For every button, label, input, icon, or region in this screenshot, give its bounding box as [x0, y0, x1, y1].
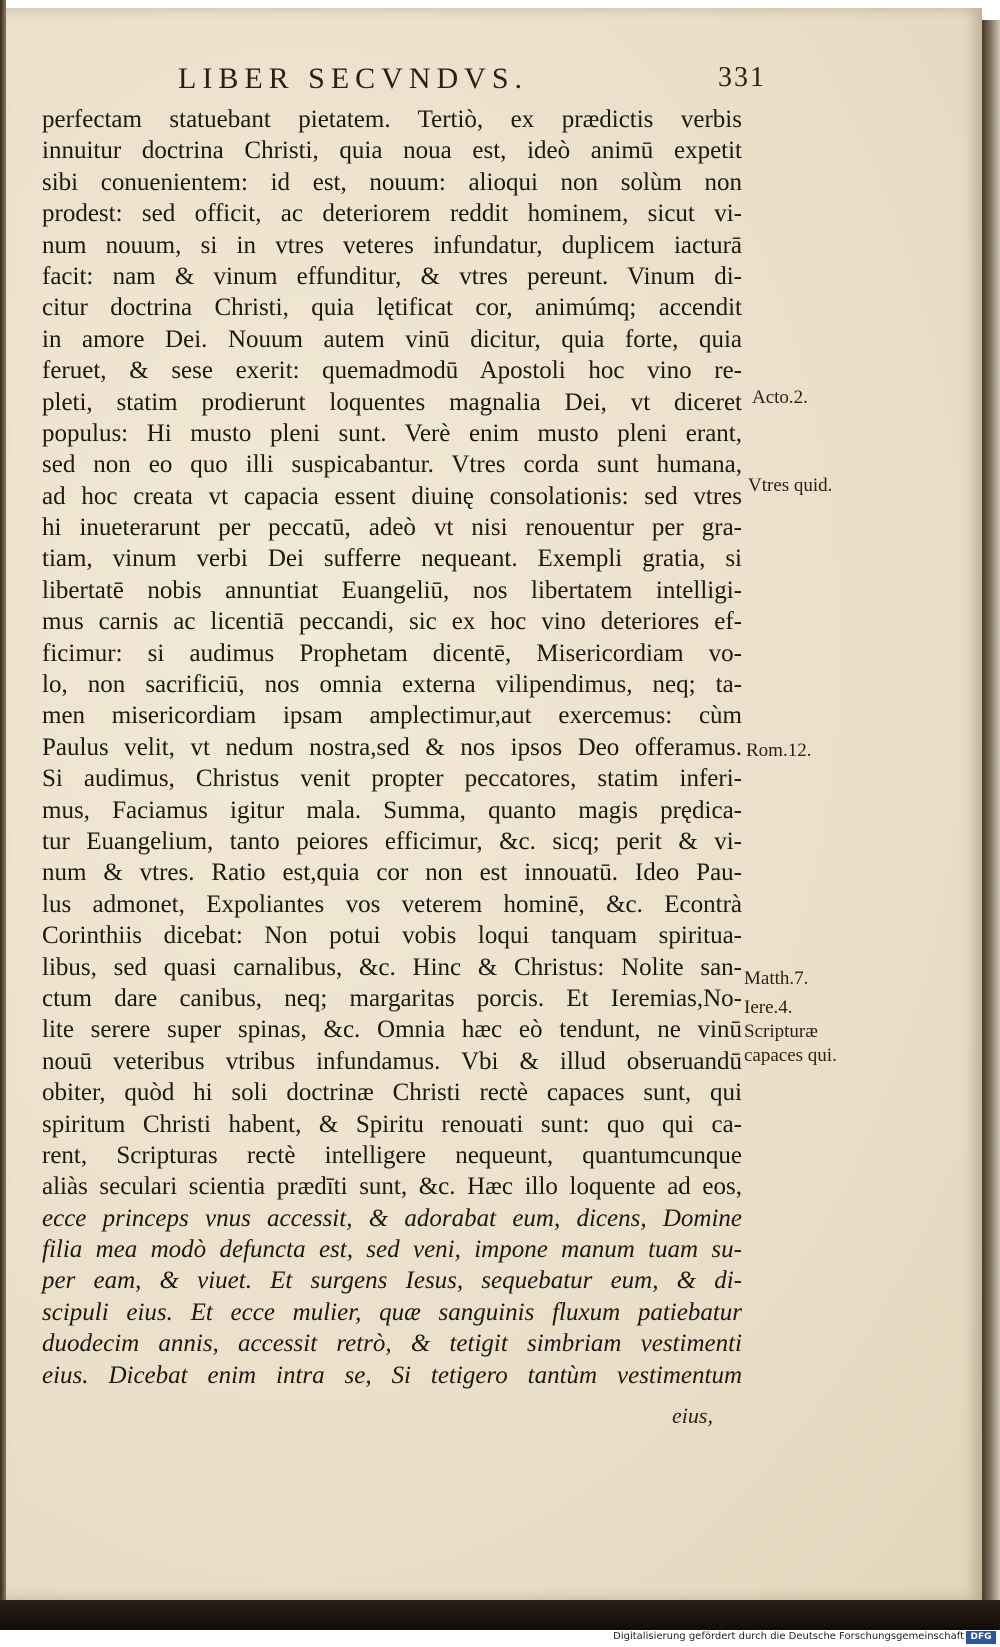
scan-bottom-band	[0, 1600, 1000, 1630]
text-line: tur Euangelium, tanto peiores efficimur, &c. sicq; perit & vi-	[42, 827, 742, 855]
text-line: libus, sed quasi carnalibus, &c. Hinc & Christus: Nolite san-	[42, 953, 742, 981]
funding-credit: Digitalisierung gefördert durch die Deutsche Forschungsgemeinschaft	[613, 1631, 964, 1642]
page-header	[0, 62, 1000, 102]
text-line: rent, Scripturas rectè intelligere nequeunt, quantumcunque	[42, 1141, 742, 1169]
text-line: libertatē nobis annuntiat Euangeliū, nos libertatem intelligi-	[42, 576, 742, 604]
text-line: filia mea modò defuncta est, sed veni, impone manum tuam su-	[42, 1236, 742, 1264]
text-line: feruet, & sese exerit: quemadmodū Apostoli hoc vino re-	[42, 357, 742, 385]
text-line: lite serere super spinas, &c. Omnia hæc eò tendunt, ne vinū	[42, 1016, 742, 1044]
text-line: hi inueterarunt per peccatū, adeò vt nisi renouentur per gra-	[42, 514, 742, 542]
text-line: in amore Dei. Nouum autem vinū dicitur, quia forte, quia	[42, 325, 742, 353]
main-text-block	[42, 104, 742, 1391]
text-line: ecce princeps vnus accessit, & adorabat eum, dicens, Domine	[42, 1204, 742, 1232]
text-line: citur doctrina Christi, quia lętificat cor, animúmq; accendit	[42, 294, 742, 322]
text-line: lo, non sacrificiū, nos omnia externa vilipendimus, neq; ta-	[42, 671, 742, 699]
text-line: ctum dare canibus, neq; margaritas porcis. Et Ieremias,No-	[42, 984, 742, 1012]
text-line: ad hoc creata vt capacia essent diuinę consolationis: sed vtres	[42, 482, 742, 510]
text-line: aliàs seculari scientia prædīti sunt, &c. Hæc illo loquente ad eos,	[42, 1173, 742, 1201]
text-line: num nouum, si in vtres veteres infundatur, duplicem iacturā	[42, 231, 742, 259]
margin-note-matth: Matth.7.	[744, 968, 809, 989]
text-line: spiritum Christi habent, & Spiritu renouati sunt: quo qui ca-	[42, 1110, 742, 1138]
text-line: mus carnis ac licentiā peccandi, sic ex hoc vino deteriores ef-	[42, 608, 742, 636]
text-line: facit: nam & vinum effunditur, & vtres pereunt. Vinum di-	[42, 262, 742, 290]
running-head: LIBER SECVNDVS.	[178, 62, 529, 95]
margin-note-vtres: Vtres quid.	[748, 475, 833, 496]
catchword: eius,	[672, 1403, 713, 1428]
text-line: sed non eo quo illi suspicabantur. Vtres corda sunt humana,	[42, 451, 742, 479]
text-line: num & vtres. Ratio est,quia cor non est innouatū. Ideo Pau-	[42, 859, 742, 887]
margin-note-rom: Rom.12.	[746, 740, 812, 761]
margin-note-capaces: capaces qui.	[744, 1045, 837, 1066]
text-line: men misericordiam ipsam amplectimur,aut exercemus: cùm	[42, 702, 742, 730]
text-line: nouū veteribus vtribus infundamus. Vbi & illud obseruandū	[42, 1047, 742, 1075]
text-line: sibi conuenientem: id est, nouum: alioqui non solùm non	[42, 168, 742, 196]
text-line: innuitur doctrina Christi, quia noua est, ideò animū expetit	[42, 137, 742, 165]
text-line: eius. Dicebat enim intra se, Si tetigero tantùm vestimentum	[42, 1361, 742, 1389]
margin-note-iere: Iere.4.	[744, 997, 793, 1018]
text-line: per eam, & viuet. Et surgens Iesus, sequebatur eum, & di-	[42, 1267, 742, 1295]
page-number: 331	[718, 62, 766, 93]
footer-bar	[0, 1630, 1000, 1647]
page-edge-shadow	[982, 20, 1000, 1600]
text-line: perfectam statuebant pietatem. Tertiò, ex prædictis verbis	[42, 106, 742, 133]
text-line: pleti, statim prodierunt loquentes magnalia Dei, vt diceret	[42, 388, 742, 416]
text-line: duodecim annis, accessit retrò, & tetigit simbriam vestimenti	[42, 1330, 742, 1358]
text-line: prodest: sed officit, ac deteriorem reddit hominem, sicut vi-	[42, 200, 742, 228]
text-line: ficimur: si audimus Prophetam dicentē, Misericordiam vo-	[42, 639, 742, 667]
text-line: populus: Hi musto pleni sunt. Verè enim musto pleni erant,	[42, 419, 742, 447]
text-line: Paulus velit, vt nedum nostra,sed & nos ipsos Deo offeramus.	[42, 733, 742, 761]
text-line: obiter, quòd hi soli doctrinæ Christi rectè capaces sunt, qui	[42, 1079, 742, 1107]
margin-note-acto: Acto.2.	[752, 387, 808, 408]
text-line: lus admonet, Expoliantes vos veterem hominē, &c. Econtrà	[42, 890, 742, 918]
margin-note-scripturae: Scripturæ	[744, 1021, 818, 1042]
text-line: tiam, vinum verbi Dei sufferre nequeant. Exempli gratia, si	[42, 545, 742, 573]
text-line: Si audimus, Christus venit propter peccatores, statim inferi-	[42, 765, 742, 793]
dfg-logo: DFG	[966, 1631, 996, 1644]
text-line: mus, Faciamus igitur mala. Summa, quanto magis prędica-	[42, 796, 742, 824]
text-line: Corinthiis dicebat: Non potui vobis loqui tanquam spiritua-	[42, 922, 742, 950]
text-line: scipuli eius. Et ecce mulier, quæ sanguinis fluxum patiebatur	[42, 1298, 742, 1326]
